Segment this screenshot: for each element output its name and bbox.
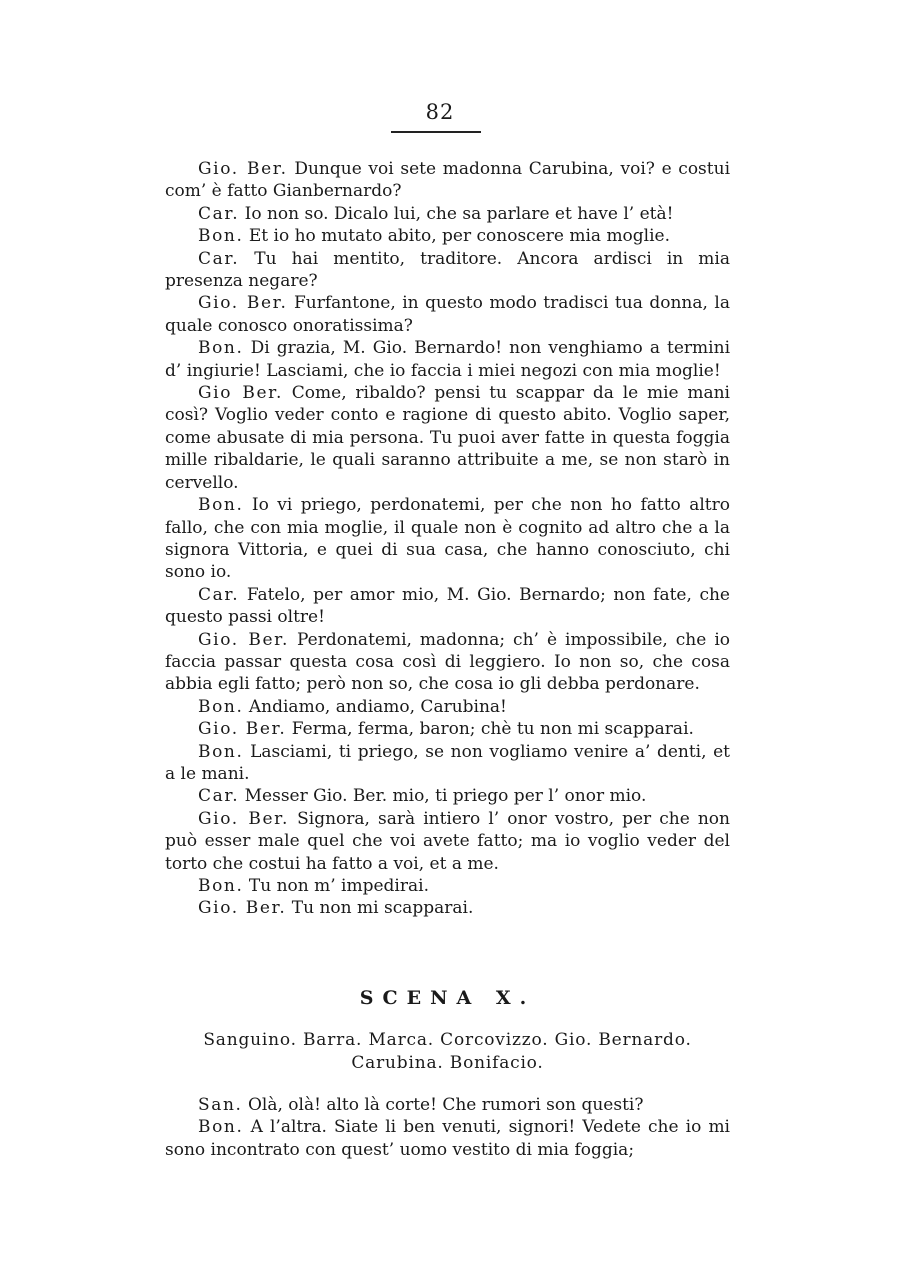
speaker-name: San. xyxy=(198,1095,243,1115)
speaker-name: Gio. Ber. xyxy=(198,293,288,314)
header-rule xyxy=(391,131,481,133)
speaker-name: Bon. xyxy=(198,1117,244,1138)
line-text: Tu non m’ impedirai. xyxy=(248,876,429,896)
line-text: Fatelo, per amor mio, M. Gio. Bernardo; non fate, che questo passi oltre! xyxy=(165,584,730,628)
dialogue-line xyxy=(165,808,730,875)
speaker-name: Gio Ber. xyxy=(198,383,284,404)
line-text: Messer Gio. Ber. mio, ti priego per l’ onor mio. xyxy=(244,786,647,807)
line-text: Andiamo, andiamo, Carubina! xyxy=(248,696,507,717)
speaker-name: Bon. xyxy=(198,876,244,896)
dialogue-line xyxy=(165,292,730,337)
speaker-name: Bon. xyxy=(198,338,244,359)
dialogue-line xyxy=(165,584,730,629)
line-text: Lasciami, ti priego, se non vogliamo venire a’ denti, et a le mani. xyxy=(165,741,730,784)
dialogue-block xyxy=(165,158,730,920)
dialogue-line xyxy=(165,158,730,203)
speaker-name: Bon. xyxy=(198,226,244,247)
dialogue-line xyxy=(165,1094,730,1116)
dialogue-block-scene-x xyxy=(165,1094,730,1161)
line-text: Ferma, ferma, baron; chè tu non mi scapparai. xyxy=(291,719,694,740)
speaker-name: Car. xyxy=(198,248,240,269)
speaker-name: Bon. xyxy=(198,741,244,762)
line-text: A l’altra. Siate li ben venuti, signori! Vedete che io mi sono incontrato con quest’ uomo vestito di mia foggia; xyxy=(165,1117,730,1160)
line-text: Tu hai mentito, traditore. Ancora ardisci in mia presenza negare? xyxy=(165,248,730,292)
page-number: 82 xyxy=(425,100,455,124)
line-text: Come, ribaldo? pensi tu scappar da le mie mani così? Voglio veder conto e ragione di questo abito. Voglio saper, come abusate di mia persona. Tu puoi aver fatte in questa foggia mille ribaldarie, le quali saranno attribuite a me, se non starò in cervello. xyxy=(165,383,730,493)
speaker-name: Car. xyxy=(198,786,240,807)
dialogue-line xyxy=(165,203,730,225)
dialogue-line xyxy=(165,741,730,786)
line-text: Tu non mi scapparai. xyxy=(291,898,474,919)
speaker-name: Gio. Ber. xyxy=(198,898,287,919)
line-text: Dunque voi sete madonna Carubina, voi? e costui com’ è fatto Gianbernardo? xyxy=(165,159,731,202)
dialogue-line xyxy=(165,696,730,718)
speaker-name: Car. xyxy=(198,203,240,224)
line-text: Di grazia, M. Gio. Bernardo! non venghiamo a termini d’ ingiurie! Lasciami, che io faccia i miei negozi con mia moglie! xyxy=(165,338,731,381)
line-text: Io vi priego, perdonatemi, per che non ho fatto altro fallo, che con mia moglie, il quale non è cognito ad altro che a la signora Vittoria, e quei di sua casa, che hanno conosciuto, chi sono io. xyxy=(165,495,730,583)
dialogue-line xyxy=(165,875,730,897)
dialogue-line xyxy=(165,337,730,382)
scene-characters: Sanguino. Barra. Marca. Corcovizzo. Gio. Bernardo. Carubina. Bonifacio. xyxy=(203,1030,692,1073)
line-text: Io non so. Dicalo lui, che sa parlare et have l’ età! xyxy=(244,203,674,224)
line-text: Furfantone, in questo modo tradisci tua donna, la quale conosco onoratissima? xyxy=(165,293,730,336)
line-text: Signora, sarà intiero l’ onor vostro, per che non può esser male quel che voi avete fatto; ma io voglio veder del torto che costui ha fatto a voi, et a me. xyxy=(165,808,730,874)
speaker-name: Gio. Ber. xyxy=(198,808,290,829)
dialogue-line xyxy=(165,897,730,919)
line-text: Perdonatemi, madonna; ch’ è impossibile, che io faccia passar questa cosa così di leggiero. Io non so, che cosa abbia egli fatto; però non so, che cosa io gli debba perdonare. xyxy=(165,629,730,695)
speaker-name: Bon. xyxy=(198,696,244,717)
line-text: Olà, olà! alto là corte! Che rumori son questi? xyxy=(247,1095,644,1115)
speaker-name: Gio. Ber. xyxy=(198,719,287,740)
scene-heading: SCENA X. xyxy=(359,987,536,1009)
dialogue-line xyxy=(165,225,730,247)
dialogue-line xyxy=(165,629,730,696)
dialogue-line xyxy=(165,1116,730,1161)
dialogue-line xyxy=(165,248,730,293)
speaker-name: Bon. xyxy=(198,495,244,516)
dialogue-line xyxy=(165,718,730,740)
line-text: Et io ho mutato abito, per conoscere mia moglie. xyxy=(248,226,671,247)
dialogue-line xyxy=(165,785,730,807)
speaker-name: Gio. Ber. xyxy=(198,159,288,179)
dialogue-line xyxy=(165,494,730,584)
dialogue-line xyxy=(165,382,730,494)
speaker-name: Car. xyxy=(198,584,240,605)
speaker-name: Gio. Ber. xyxy=(198,629,289,650)
